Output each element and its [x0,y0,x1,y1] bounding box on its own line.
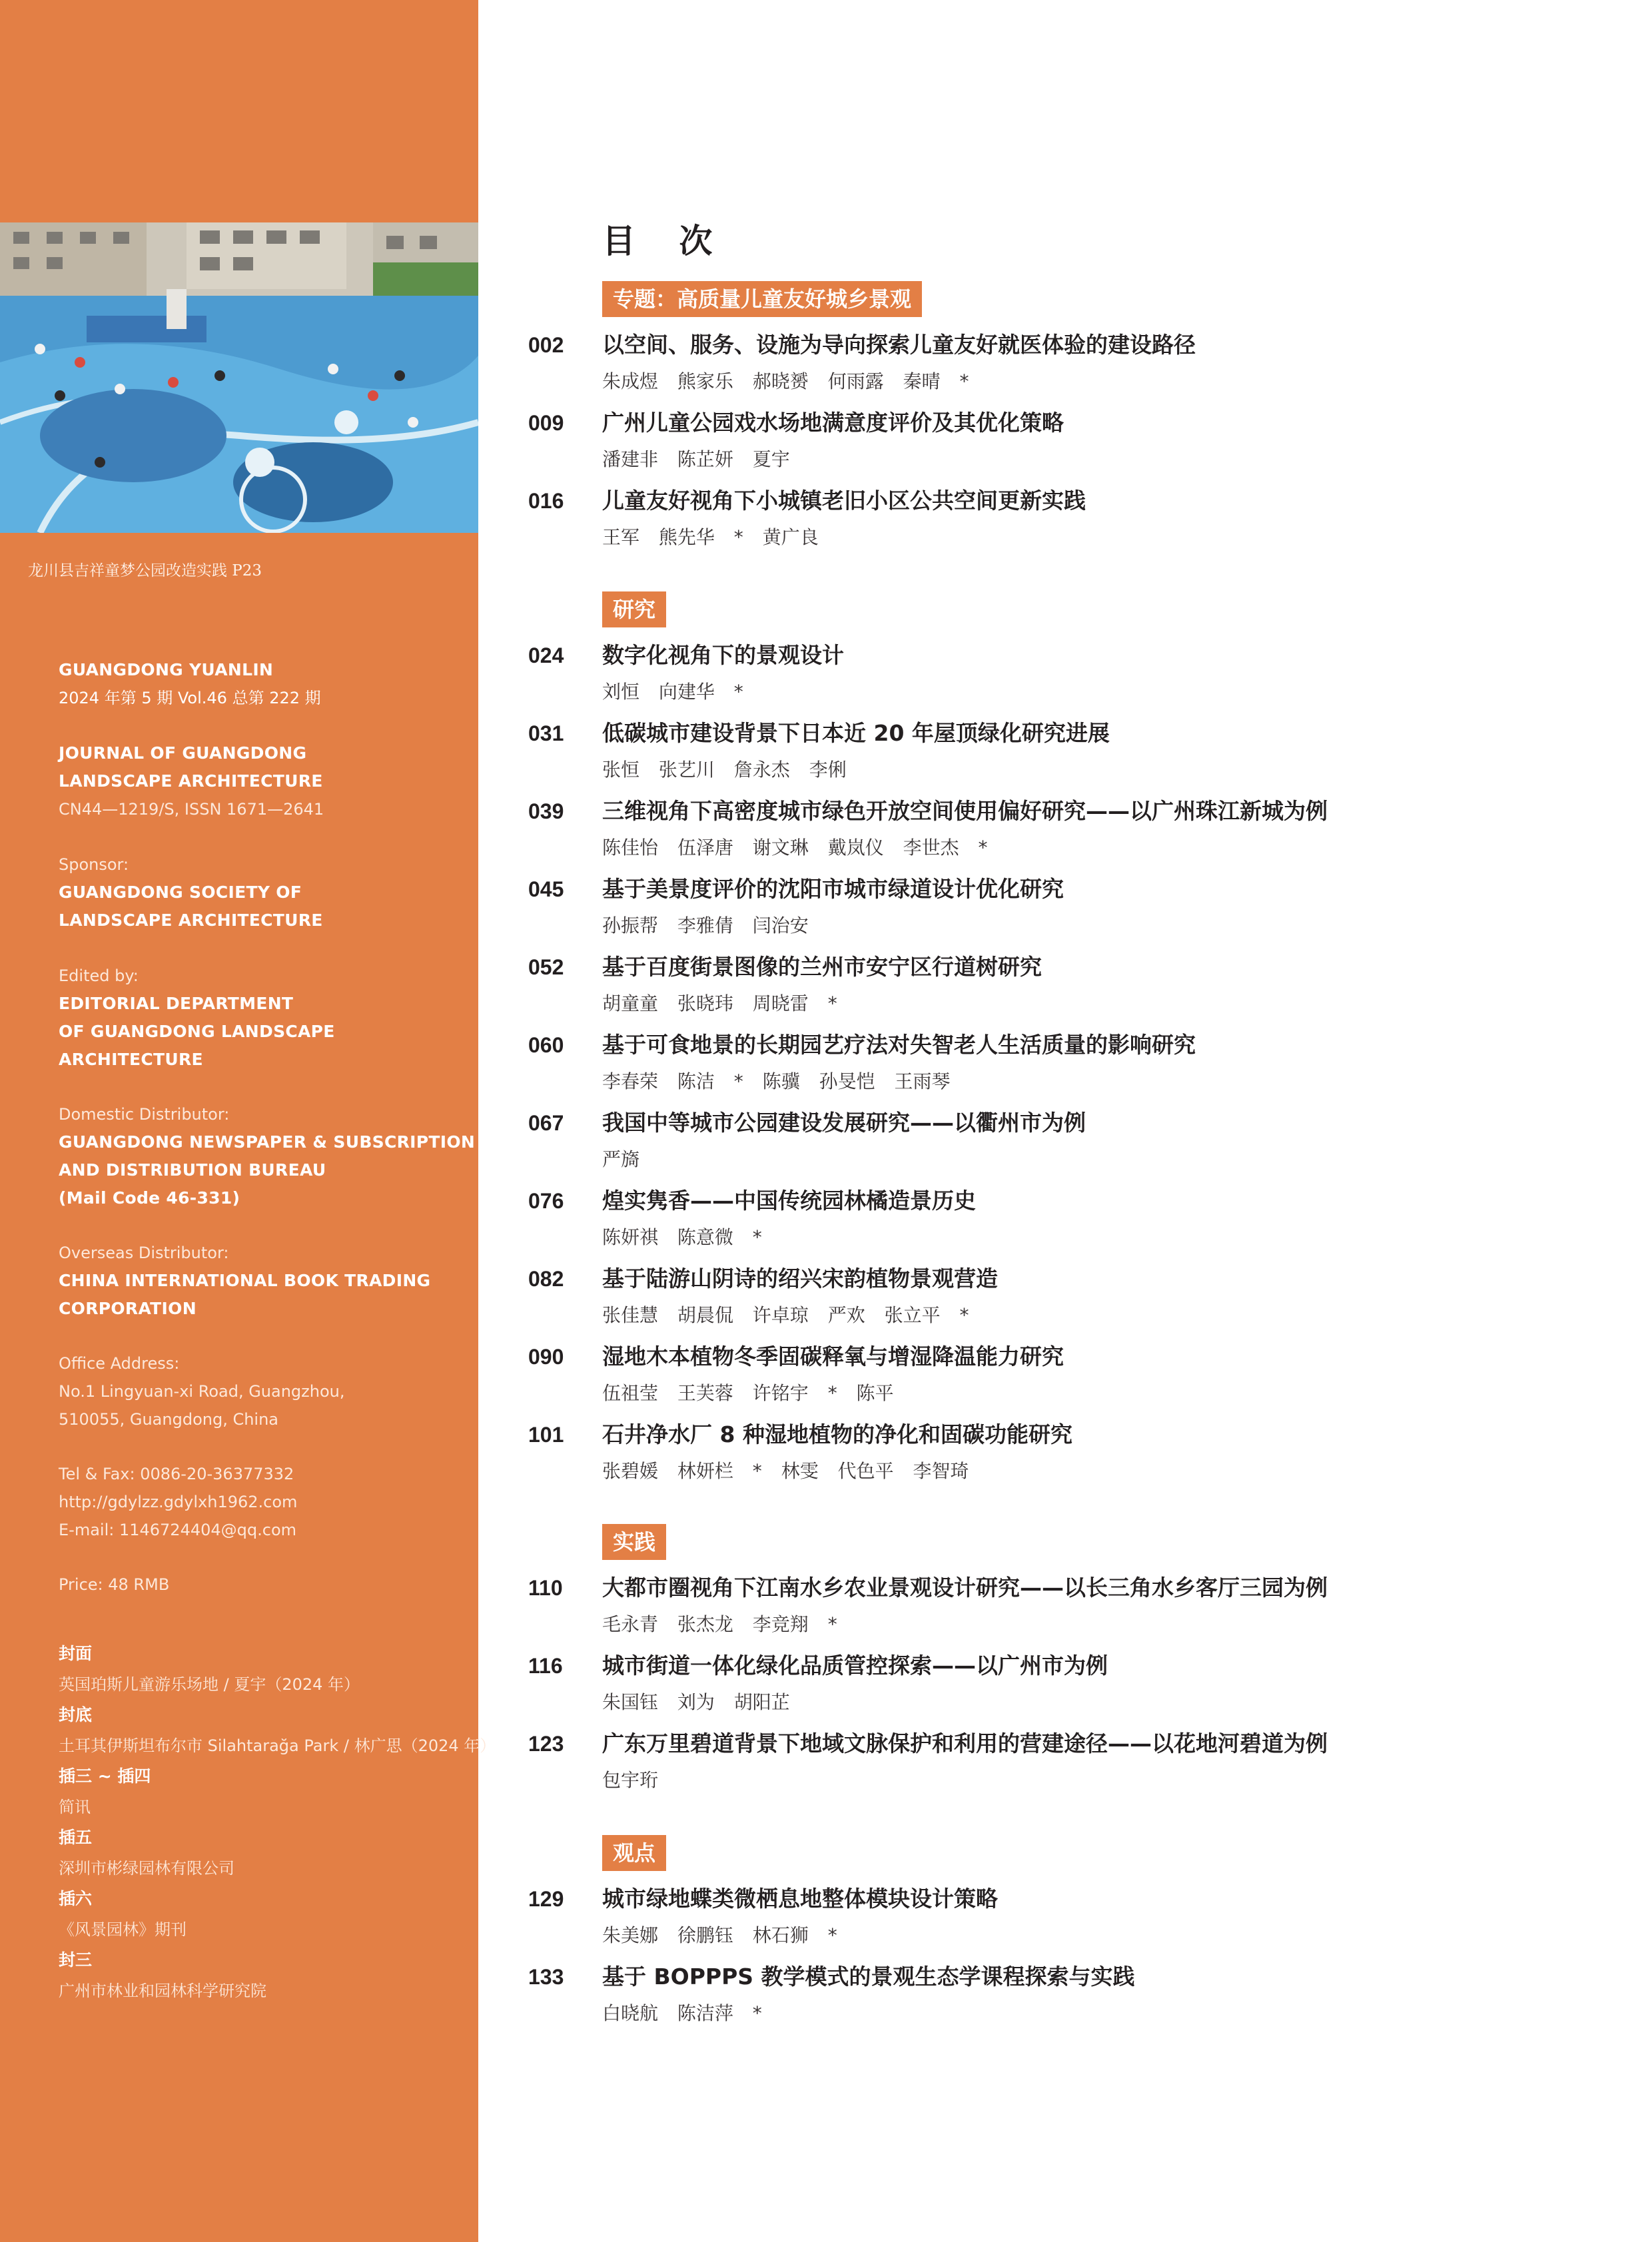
credit-value: 广州市林业和园林科学研究院 [59,1982,266,2000]
article-authors: 王军 熊先华 * 黄广良 [602,526,819,548]
page-number: 016 [528,489,564,513]
office-line: No.1 Lingyuan-xi Road, Guangzhou, [59,1382,345,1401]
page-number: 031 [528,721,564,745]
article-authors: 孙振帮 李雅倩 闫治安 [602,915,809,936]
article-authors: 李春荣 陈洁 * 陈骥 孙旻恺 王雨琴 [602,1070,951,1092]
issn: CN44—1219/S, ISSN 1671—2641 [59,800,324,819]
page-number: 045 [528,877,564,901]
domestic-line: GUANGDONG NEWSPAPER & SUBSCRIPTION [59,1132,476,1152]
article-authors: 刘恒 向建华 * [602,681,743,703]
toc-entry[interactable] [0,795,1652,873]
email-link[interactable]: E-mail: 1146724404@qq.com [59,1521,297,1539]
toc-entry[interactable] [0,406,1652,484]
section-label: 专题：高质量儿童友好城乡景观 [602,281,922,317]
overseas-label: Overseas Distributor: [59,1244,229,1262]
domestic-label: Domestic Distributor: [59,1105,230,1124]
journal-en-line: LANDSCAPE ARCHITECTURE [59,771,323,791]
credit-value: 《风景园林》期刊 [59,1920,187,1939]
toc-entry[interactable] [0,1727,1652,1805]
journal-en-line: JOURNAL OF GUANGDONG [59,743,307,763]
toc-entry[interactable] [0,484,1652,562]
article-authors: 胡童童 张晓玮 周晓雷 * [602,992,837,1014]
toc-entry[interactable] [0,1340,1652,1418]
article-title: 湿地木本植物冬季固碳释氧与增湿降温能力研究 [602,1343,1064,1369]
article-title: 基于美景度评价的沈阳市城市绿道设计优化研究 [602,876,1064,902]
section-label: 观点 [602,1835,666,1871]
article-authors: 伍祖莹 王芙蓉 许铭宇 * 陈平 [602,1382,894,1404]
article-authors: 陈妍祺 陈意微 * [602,1226,762,1248]
page-number: 076 [528,1189,564,1213]
credit-value: 土耳其伊斯坦布尔市 Silahtarağa Park / 林广思（2024 年） [59,1736,496,1755]
toc-entry[interactable] [0,1960,1652,2038]
toc-entry[interactable] [0,1184,1652,1262]
article-title: 低碳城市建设背景下日本近 20 年屋顶绿化研究进展 [602,720,1110,746]
page-number: 133 [528,1965,564,1989]
article-title: 广东万里碧道背景下地域文脉保护和利用的营建途径——以花地河碧道为例 [602,1730,1328,1756]
credit-value: 深圳市彬绿园林有限公司 [59,1859,234,1878]
article-title: 基于百度街景图像的兰州市安宁区行道树研究 [602,954,1042,980]
credit-value: 英国珀斯儿童游乐场地 / 夏宇（2024 年） [59,1675,360,1694]
toc-title: 目 次 [602,222,729,260]
page-number: 129 [528,1887,564,1911]
article-title: 城市街道一体化绿化品质管控探索——以广州市为例 [602,1653,1108,1679]
article-title: 基于可食地景的长期园艺疗法对失智老人生活质量的影响研究 [602,1032,1196,1058]
toc-entry[interactable] [0,950,1652,1028]
toc-entry[interactable] [0,328,1652,406]
office-label: Office Address: [59,1354,180,1373]
credit-value: 简讯 [59,1798,91,1816]
page-number: 052 [528,955,564,979]
article-authors: 朱美娜 徐鹏钰 林石狮 * [602,1924,837,1946]
article-authors: 张恒 张艺川 詹永杰 李俐 [602,759,847,781]
toc-entry[interactable] [0,1571,1652,1649]
article-title: 煌实隽香——中国传统园林橘造景历史 [602,1188,976,1214]
credit-label: 封三 [59,1950,93,1970]
article-authors: 张佳慧 胡晨侃 许卓琼 严欢 张立平 * [602,1304,969,1326]
credit-label: 插三 ~ 插四 [59,1766,151,1786]
article-title: 大都市圈视角下江南水乡农业景观设计研究——以长三角水乡客厅三园为例 [602,1575,1328,1601]
article-authors: 张碧媛 林妍栏 * 林雯 代色平 李智琦 [602,1460,969,1482]
page-number: 116 [528,1654,563,1678]
page-number: 110 [528,1576,563,1600]
article-authors: 潘建非 陈芷妍 夏宇 [602,448,790,470]
article-authors: 陈佳怡 伍泽唐 谢文琳 戴岚仪 李世杰 * [602,837,988,859]
article-authors: 严旖 [602,1148,640,1170]
article-title: 数字化视角下的景观设计 [602,642,844,668]
domestic-line: (Mail Code 46-331) [59,1188,240,1208]
edited-line: ARCHITECTURE [59,1050,203,1069]
edited-line: EDITORIAL DEPARTMENT [59,994,294,1013]
toc-entry[interactable] [0,1418,1652,1496]
credit-label: 封底 [59,1705,93,1724]
article-title: 基于陆游山阴诗的绍兴宋韵植物景观营造 [602,1266,998,1292]
edited-line: OF GUANGDONG LANDSCAPE [59,1022,335,1041]
page-number: 060 [528,1033,564,1057]
page-number: 067 [528,1111,564,1135]
toc-entry[interactable] [0,1649,1652,1727]
credit-label: 插六 [59,1889,93,1908]
sponsor-line: GUANGDONG SOCIETY OF [59,883,302,902]
article-authors: 朱国钰 刘为 胡阳芷 [602,1691,790,1713]
page-number: 082 [528,1267,564,1291]
photo-caption: 龙川县吉祥童梦公园改造实践 P23 [28,562,262,579]
tel: Tel & Fax: 0086-20-36377332 [59,1465,294,1483]
office-line: 510055, Guangdong, China [59,1410,279,1429]
section-label: 实践 [602,1524,666,1560]
price: Price: 48 RMB [59,1575,170,1594]
article-authors: 包宇珩 [602,1769,659,1791]
article-authors: 毛永青 张杰龙 李竞翔 * [602,1613,837,1635]
toc-entry[interactable] [0,1028,1652,1106]
article-title: 三维视角下高密度城市绿色开放空间使用偏好研究——以广州珠江新城为例 [602,798,1328,824]
journal-name: GUANGDONG YUANLIN [59,660,274,679]
website-link[interactable]: http://gdylzz.gdylxh1962.com [59,1493,298,1511]
article-title: 儿童友好视角下小城镇老旧小区公共空间更新实践 [602,488,1086,514]
toc-entry[interactable] [0,717,1652,795]
domestic-line: AND DISTRIBUTION BUREAU [59,1160,326,1180]
edited-label: Edited by: [59,966,139,985]
article-title: 我国中等城市公园建设发展研究——以衢州市为例 [602,1110,1086,1136]
page-number: 024 [528,643,564,667]
page-number: 123 [528,1732,564,1756]
toc-entry[interactable] [0,1262,1652,1340]
page-number: 101 [528,1423,564,1447]
sponsor-label: Sponsor: [59,855,129,874]
toc-entry[interactable] [0,639,1652,717]
page-number: 009 [528,411,564,435]
article-title: 以空间、服务、设施为导向探索儿童友好就医体验的建设路径 [602,332,1196,358]
section-label: 研究 [602,591,666,627]
toc-entry[interactable] [0,1882,1652,1960]
article-title: 石井净水厂 8 种湿地植物的净化和固碳功能研究 [602,1421,1072,1447]
article-title: 广州儿童公园戏水场地满意度评价及其优化策略 [602,410,1064,436]
article-title: 城市绿地蝶类微栖息地整体模块设计策略 [602,1886,998,1912]
overseas-line: CORPORATION [59,1299,197,1318]
overseas-line: CHINA INTERNATIONAL BOOK TRADING [59,1271,431,1290]
article-authors: 白晓航 陈洁萍 * [602,2002,762,2024]
page-number: 090 [528,1345,564,1369]
toc-entry[interactable] [0,1106,1652,1184]
issue-line: 2024 年第 5 期 Vol.46 总第 222 期 [59,689,321,707]
article-title: 基于 BOPPPS 教学模式的景观生态学课程探索与实践 [602,1964,1135,1990]
page-number: 039 [528,799,564,823]
toc-entry[interactable] [0,873,1652,950]
article-authors: 朱成煜 熊家乐 郝晓赟 何雨露 秦晴 * [602,370,969,392]
sponsor-line: LANDSCAPE ARCHITECTURE [59,911,323,930]
page-number: 002 [528,333,564,357]
credit-label: 封面 [59,1644,93,1663]
credit-label: 插五 [59,1828,93,1847]
